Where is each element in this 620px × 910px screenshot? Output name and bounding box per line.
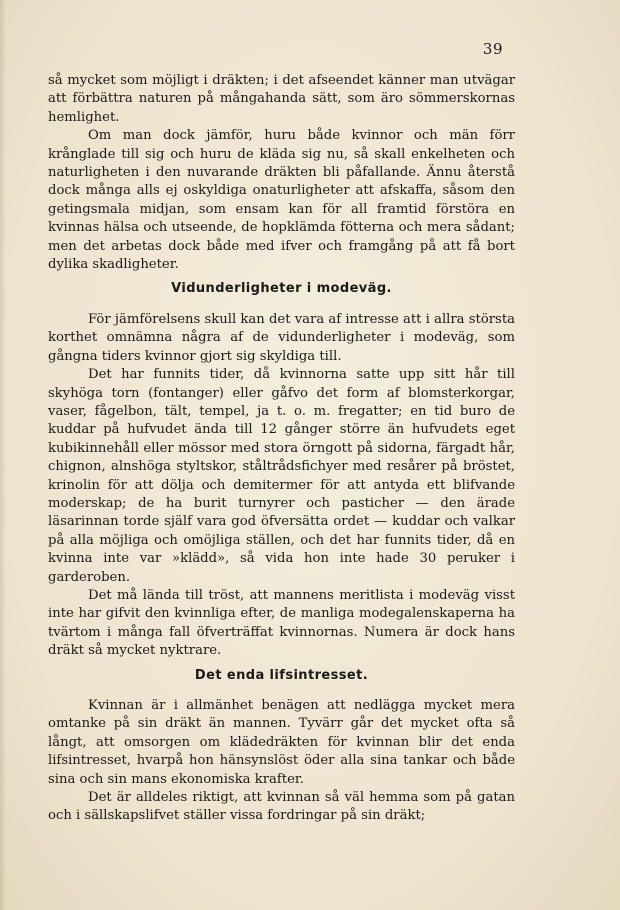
- paragraph-2: Om man dock jämför, huru både kvinnor och män förr krånglade till sig och huru de kläda sig nu, så skall enkelheten och naturligheten i den nuvarande dräkten bli påfallande. Ännu återstå dock många alls ej oskyldiga onaturligheter att afskaffa, såsom den getingsmala midjan, som ensam kan för all framtid förstöra en kvinnas hälsa och utseende, de hopklämda fötterna och mera sådant; men det arbetas dock både med ifver och framgång på att få bort dylika skadligheter.: [48, 128, 515, 273]
- page-number: 39: [482, 40, 503, 58]
- page-fold-shadow: [0, 0, 6, 910]
- section-heading-lifsintresset: Det enda lifsintresset.: [194, 667, 369, 683]
- paragraph-3: För jämförelsens skull kan det vara af intresse att i allra största korthet omnämna några af de vidunderligheter i modeväg, som gångna tiders kvinnor gjort sig skyldiga till.: [48, 311, 515, 364]
- body-text: [48, 72, 515, 826]
- paragraph-6: Kvinnan är i allmänhet benägen att nedlägga mycket mera omtanke på sin dräkt än mannen. Tyvärr går det mycket ofta så långt, att omsorgen om klädedräkten för kvinnan blir det enda lifsintresset, hvarpå hon hänsynslöst öder alla sina tankar och både sina och sin mans ekonomiska krafter.: [48, 698, 515, 787]
- paragraph-5: Det må lända till tröst, att mannens meritlista i modeväg visst inte har gifvit den kvinnliga efter, de manliga modegalenskaperna ha tvärtom i många fall öfverträffat kvinnornas. Numera är dock hans dräkt så mycket nyktrare.: [48, 587, 515, 659]
- section-heading-vidunderligheter: Vidunderligheter i modeväg.: [171, 281, 392, 297]
- paragraph-4: Det har funnits tider, då kvinnorna satte upp sitt hår till skyhöga torn (fontanger) eller gåfvo det form af blomsterkorgar, vaser, fågelbon, tält, tempel, ja t. o. m. fregatter; en tid buro de kuddar på hufvudet ända till 12 gånger större än hufvudets eget kubikinnehåll eller mössor med stora örngott på sidorna, färgadt hår, chignon, alnshöga styltskor, ståltrådsfichyer med resårer på bröstet, krinolin för att dölja och demitermer för att antyda ett blifvande moderskap; de ha burit turnyrer och pasticher — den ärade läsarinnan torde själf vara god öfversätta ordet — kuddar och valkar på alla möjliga och omöjliga ställen, och det har funnits tider, då en kvinna inte var »klädd», så vida hon inte hade 30 peruker i garderoben.: [48, 367, 515, 585]
- paragraph-7: Det är alldeles riktigt, att kvinnan så väl hemma som på gatan och i sällskapslifvet ställer vissa fordringar på sin dräkt;: [48, 790, 515, 824]
- paragraph-1: så mycket som möjligt i dräkten; i det afseendet känner man utvägar att förbättra naturen på mångahanda sätt, som äro sömmerskornas hemlighet.: [48, 73, 515, 125]
